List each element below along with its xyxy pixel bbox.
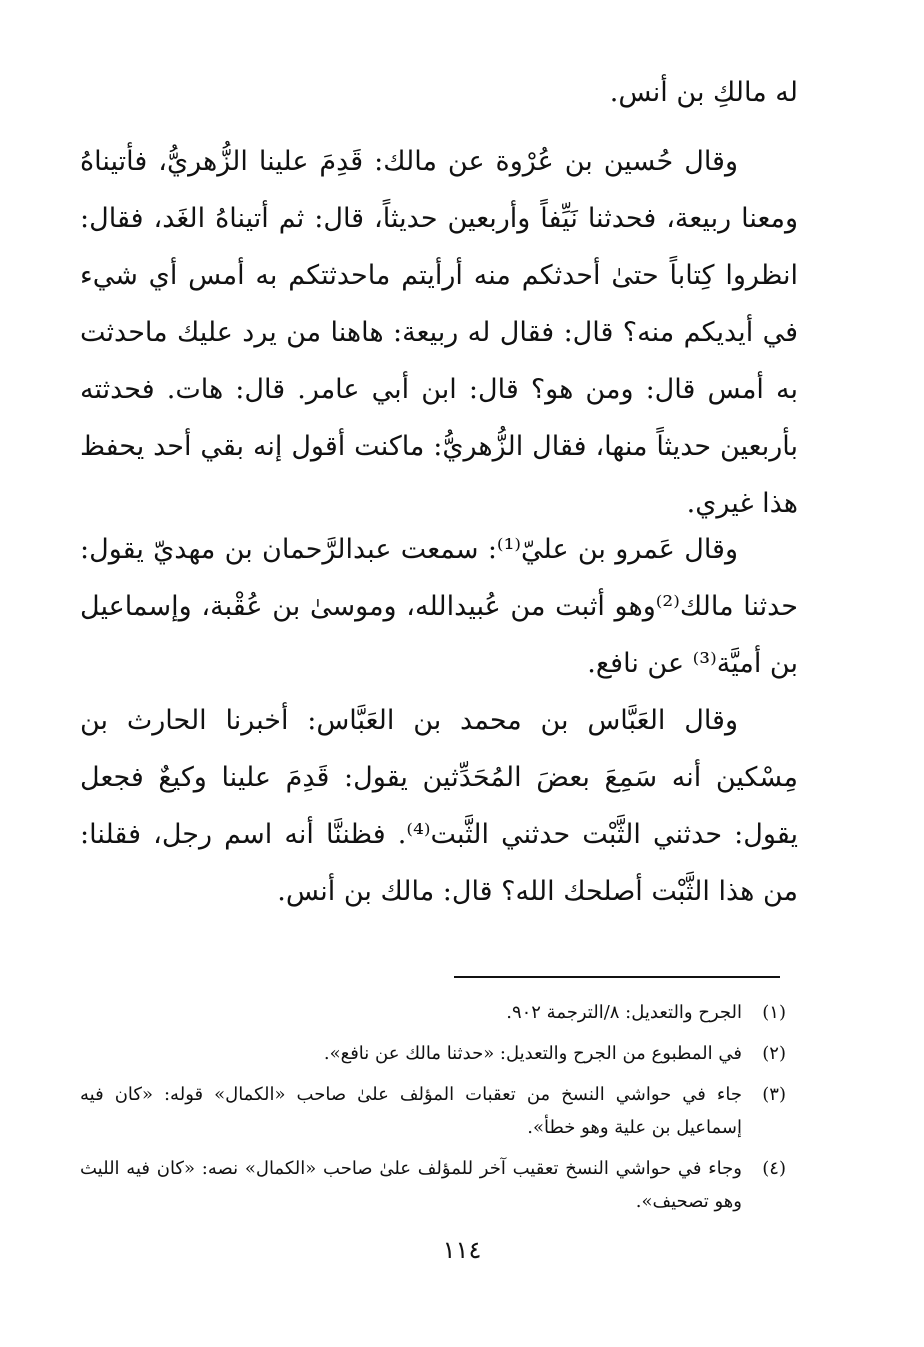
page-number: ١١٤ xyxy=(442,1236,482,1264)
footnote-number: (٢) xyxy=(762,1043,786,1064)
footnote-text: جاء في حواشي النسخ من تعقبات المؤلف علىٰ صاحب «الكمال» قوله: «كان فيه إسماعيل بن علية وهو خطأ». xyxy=(80,1084,742,1138)
paragraph-husain-ibn-urwa xyxy=(80,133,798,532)
footnote-item xyxy=(80,1037,786,1070)
paragraph-text: وقال عَمرو بن عليّ⁽¹⁾: سمعت عبدالرَّحمان بن مهديّ يقول: حدثنا مالك⁽²⁾وهو أثبت من عُبيدالله، وموسىٰ بن عُقْبة، وإسماعيل بن أميَّة⁽³⁾ عن نافع. xyxy=(80,534,798,679)
footnote-number: (٤) xyxy=(762,1158,786,1179)
footnote-number: (١) xyxy=(762,1002,786,1023)
footnote-item xyxy=(80,996,786,1029)
paragraph-abbas-ibn-muhammad xyxy=(80,692,798,920)
footnote-item xyxy=(80,1078,786,1144)
footnote-divider xyxy=(454,976,780,978)
footnote-text: الجرح والتعديل: ٨/الترجمة ٩٠٢. xyxy=(506,1002,742,1023)
footnote-text: وجاء في حواشي النسخ تعقيب آخر للمؤلف علىٰ صاحب «الكمال» نصه: «كان فيه الليث وهو تصحيف». xyxy=(80,1158,742,1212)
paragraph-text: وقال حُسين بن عُرْوة عن مالك: قَدِمَ علينا الزُّهريُّ، فأتيناهُ ومعنا ربيعة، فحدثنا نَيِّفاً وأربعين حديثاً، قال: ثم أتيناهُ الغَد، فقال: انظروا كِتاباً حتىٰ أحدثكم منه أرأيتم ماحدثتكم به أمس أي شيء في أيديكم منه؟ قال: فقال له ربيعة: هاهنا من يرد عليك ماحدثت به أمس قال: ومن هو؟ قال: ابن أبي عامر. قال: هات. فحدثته بأربعين حديثاً منها، فقال الزُّهريُّ: ماكنت أقول إنه بقي أحد يحفظ هذا غيري. xyxy=(80,146,798,519)
footnotes xyxy=(80,996,786,1226)
paragraph-text: له مالكِ بن أنس. xyxy=(609,77,798,108)
footnote-text: في المطبوع من الجرح والتعديل: «حدثنا مالك عن نافع». xyxy=(323,1043,742,1064)
footnote-item xyxy=(80,1152,786,1218)
paragraph-text: وقال العَبَّاس بن محمد بن العَبَّاس: أخبرنا الحارث بن مِسْكين أنه سَمِعَ بعضَ المُحَدِّثين يقول: قَدِمَ علينا وكيعٌ فجعل يقول: حدثني الثَّبْت حدثني الثَّبت⁽⁴⁾. فظننَّا أنه اسم رجل، فقلنا: من هذا الثَّبْت أصلحك الله؟ قال: مالك بن أنس. xyxy=(80,705,798,907)
footnote-number: (٣) xyxy=(762,1084,786,1105)
paragraph-amr-ibn-ali xyxy=(80,521,798,692)
paragraph-continuation xyxy=(80,64,798,121)
